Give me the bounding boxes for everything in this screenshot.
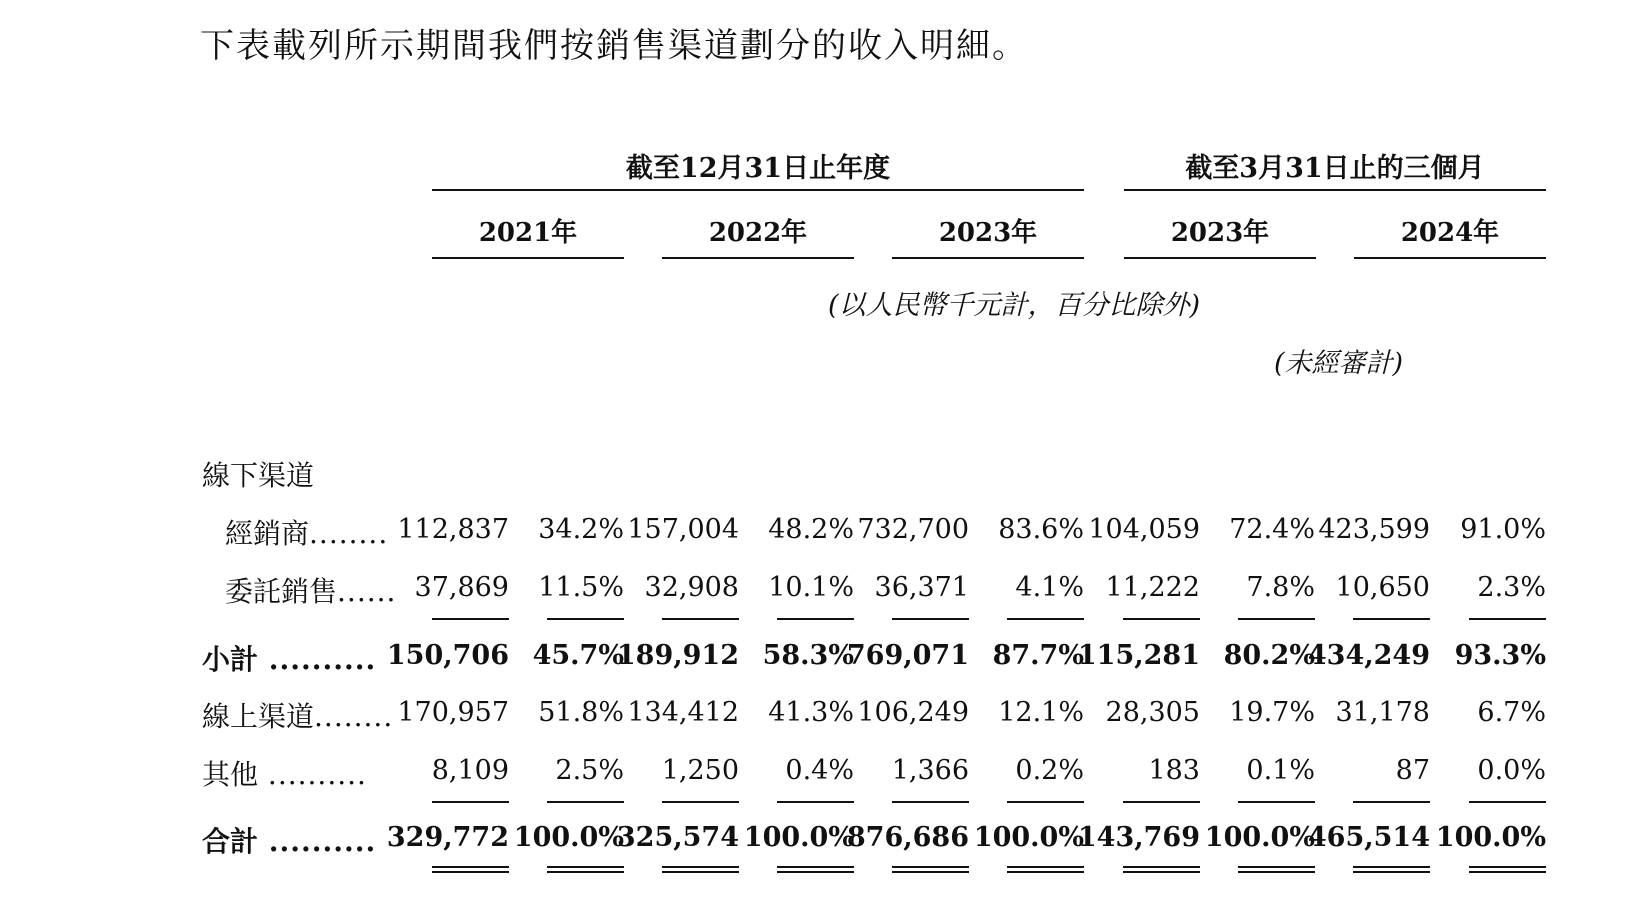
year-header: 2021年 <box>478 218 578 248</box>
percent-cell: 0.1% <box>1246 755 1315 786</box>
subtotal-rule <box>1353 801 1430 803</box>
subtotal-rule <box>1353 618 1430 620</box>
percent-cell: 100.0% <box>973 822 1084 853</box>
leader-dots: ........ <box>314 700 394 733</box>
total-double-rule <box>432 866 509 873</box>
header-three-months: 截至3月31日止的三個月 <box>1185 153 1485 184</box>
subtotal-rule <box>432 801 509 803</box>
leader-dots: ........ <box>309 517 389 550</box>
subtotal-rule <box>1123 618 1200 620</box>
total-double-rule <box>1238 866 1315 873</box>
amount-cell: 8,109 <box>431 755 509 786</box>
subtotal-rule <box>777 801 854 803</box>
percent-cell: 100.0% <box>743 822 854 853</box>
subtotal-rule <box>432 618 509 620</box>
subtotal-rule <box>892 618 969 620</box>
total-double-rule <box>1353 866 1430 873</box>
section-label-offline: 線下渠道 <box>202 459 315 492</box>
subtotal-rule <box>777 618 854 620</box>
amount-cell: 104,059 <box>1088 514 1200 545</box>
percent-cell: 2.5% <box>555 755 624 786</box>
percent-cell: 19.7% <box>1229 697 1315 728</box>
total-double-rule <box>777 866 854 873</box>
row-label-text: 委託銷售 <box>225 575 338 608</box>
year-header: 2023年 <box>1170 218 1270 248</box>
amount-cell: 11,222 <box>1105 572 1200 603</box>
percent-cell: 12.1% <box>998 697 1084 728</box>
amount-cell: 36,371 <box>874 572 969 603</box>
percent-cell: 80.2% <box>1223 640 1315 671</box>
header-rule-fiscal-year <box>432 189 1084 191</box>
row-label-text: 線上渠道 <box>202 700 315 733</box>
row-label-text: 其他 <box>202 758 259 791</box>
total-double-rule <box>1469 866 1546 873</box>
amount-cell: 325,574 <box>616 822 739 853</box>
percent-cell: 100.0% <box>1204 822 1315 853</box>
year-header: 2023年 <box>938 218 1038 248</box>
amount-cell: 134,412 <box>627 697 739 728</box>
percent-cell: 72.4% <box>1229 514 1315 545</box>
year-header: 2022年 <box>708 218 808 248</box>
amount-cell: 189,912 <box>616 640 739 671</box>
subtotal-rule <box>662 618 739 620</box>
row-label-text: 經銷商 <box>225 517 310 550</box>
total-double-rule <box>662 866 739 873</box>
total-double-rule <box>892 866 969 873</box>
percent-cell: 100.0% <box>513 822 624 853</box>
amount-cell: 10,650 <box>1335 572 1430 603</box>
percent-cell: 83.6% <box>998 514 1084 545</box>
percent-cell: 34.2% <box>538 514 624 545</box>
percent-cell: 0.4% <box>785 755 854 786</box>
subtotal-rule <box>662 801 739 803</box>
row-label-text: 小計 <box>202 643 259 676</box>
percent-cell: 0.2% <box>1015 755 1084 786</box>
year-header-rule <box>1354 257 1546 259</box>
amount-cell: 106,249 <box>857 697 969 728</box>
percent-cell: 51.8% <box>538 697 624 728</box>
amount-cell: 157,004 <box>627 514 739 545</box>
subtotal-rule <box>1238 801 1315 803</box>
percent-cell: 93.3% <box>1454 640 1546 671</box>
amount-cell: 465,514 <box>1307 822 1430 853</box>
unaudited-note: (未經審計) <box>1274 348 1404 379</box>
year-header-rule <box>1124 257 1316 259</box>
amount-cell: 32,908 <box>644 572 739 603</box>
year-header: 2024年 <box>1400 218 1500 248</box>
subtotal-rule <box>1007 801 1084 803</box>
leader-dots: .......... <box>258 825 377 858</box>
amount-cell: 876,686 <box>846 822 969 853</box>
leader-dots: .......... <box>258 643 377 676</box>
percent-cell: 87.7% <box>992 640 1084 671</box>
percent-cell: 91.0% <box>1460 514 1546 545</box>
total-double-rule <box>1007 866 1084 873</box>
percent-cell: 45.7% <box>532 640 624 671</box>
amount-cell: 1,250 <box>661 755 739 786</box>
header-fiscal-year: 截至12月31日止年度 <box>625 153 891 184</box>
amount-cell: 423,599 <box>1318 514 1430 545</box>
percent-cell: 2.3% <box>1477 572 1546 603</box>
amount-cell: 87 <box>1395 755 1430 786</box>
amount-cell: 434,249 <box>1307 640 1430 671</box>
year-header-rule <box>662 257 854 259</box>
percent-cell: 0.0% <box>1477 755 1546 786</box>
subtotal-rule <box>1469 618 1546 620</box>
amount-cell: 112,837 <box>397 514 509 545</box>
subtotal-rule <box>1238 618 1315 620</box>
amount-cell: 28,305 <box>1105 697 1200 728</box>
subtotal-rule <box>1123 801 1200 803</box>
leader-dots: ...... <box>337 575 397 608</box>
total-double-rule <box>547 866 624 873</box>
percent-cell: 4.1% <box>1015 572 1084 603</box>
subtotal-rule <box>1007 618 1084 620</box>
amount-cell: 183 <box>1148 755 1200 786</box>
total-double-rule <box>1123 866 1200 873</box>
percent-cell: 100.0% <box>1435 822 1546 853</box>
percent-cell: 6.7% <box>1477 697 1546 728</box>
subtotal-rule <box>1469 801 1546 803</box>
percent-cell: 48.2% <box>768 514 854 545</box>
year-header-rule <box>892 257 1084 259</box>
amount-cell: 1,366 <box>891 755 969 786</box>
amount-cell: 143,769 <box>1077 822 1200 853</box>
intro-text: 下表載列所示期間我們按銷售渠道劃分的收入明細。 <box>200 26 1028 66</box>
amount-cell: 31,178 <box>1335 697 1430 728</box>
amount-cell: 150,706 <box>386 640 509 671</box>
row-label <box>202 753 367 793</box>
amount-cell: 170,957 <box>397 697 509 728</box>
percent-cell: 11.5% <box>538 572 624 603</box>
percent-cell: 41.3% <box>768 697 854 728</box>
amount-cell: 37,869 <box>414 572 509 603</box>
year-header-rule <box>432 257 624 259</box>
row-label-text: 合計 <box>202 825 259 858</box>
percent-cell: 58.3% <box>762 640 854 671</box>
unit-note: (以人民幣千元計，百分比除外) <box>828 290 1201 321</box>
amount-cell: 115,281 <box>1077 640 1200 671</box>
percent-cell: 10.1% <box>768 572 854 603</box>
amount-cell: 329,772 <box>386 822 509 853</box>
subtotal-rule <box>547 801 624 803</box>
percent-cell: 7.8% <box>1246 572 1315 603</box>
subtotal-rule <box>892 801 969 803</box>
header-rule-three-months <box>1124 189 1546 191</box>
amount-cell: 769,071 <box>846 640 969 671</box>
amount-cell: 732,700 <box>857 514 969 545</box>
leader-dots: .......... <box>258 758 367 791</box>
subtotal-rule <box>547 618 624 620</box>
